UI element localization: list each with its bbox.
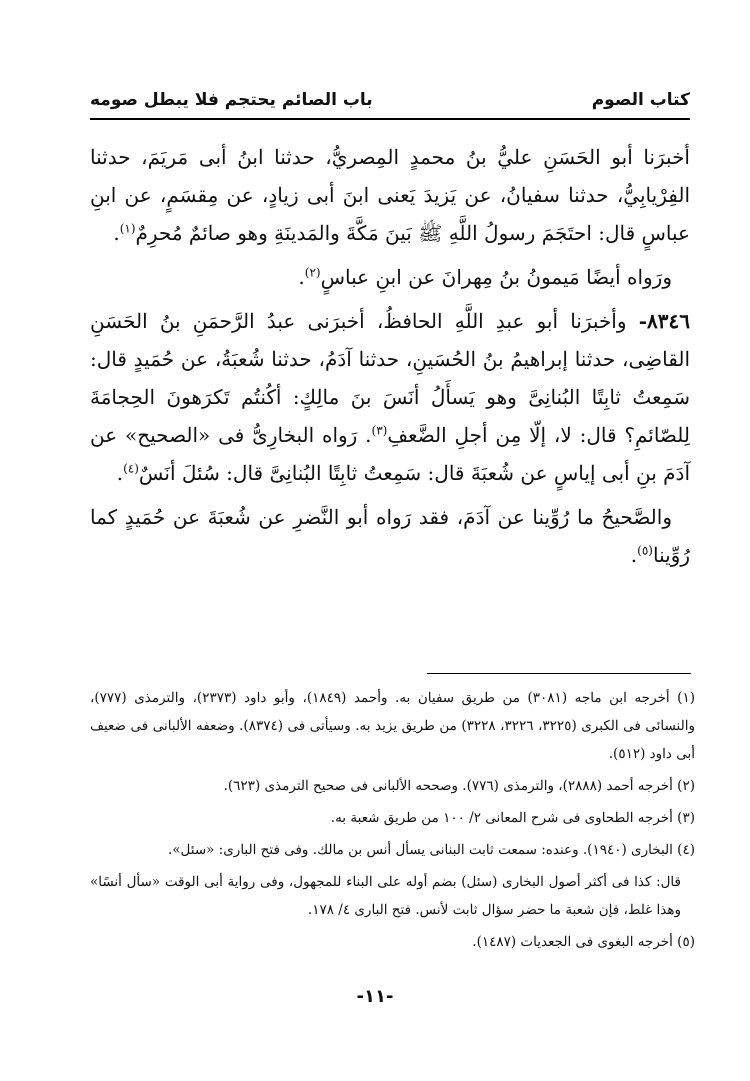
footnote-ref-1[interactable]: (١) (119, 221, 136, 236)
footnotes (90, 684, 695, 960)
hadith-number: ٨٣٤٦- (638, 309, 691, 333)
main-text (90, 138, 690, 580)
footnote-ref-3[interactable]: (٣) (371, 423, 388, 438)
header-rule (90, 118, 690, 120)
paragraph-4-end: . (630, 543, 638, 567)
hadith-8346 (90, 302, 690, 492)
footnote-4: (٤) البخارى (١٩٤٠). وعنده: سمعت ثابت البنانى يسأل أنس بن مالك. وفى فتح البارى: «سئل». (167, 842, 695, 858)
paragraph-1-end: . (113, 221, 120, 245)
paragraph-1-text: أخبرَنا أبو الحَسَنِ عليُّ بنُ محمدٍ المِصريُّ، حدثنا ابنُ أبى مَريَمَ، حدثنا الفِرْيابِيُّ، حدثنا سفيانُ، عن يَزيدَ يَعنى ابنَ أبى زيادٍ، عن مِقسَمٍ، عن ابنِ عباسٍ قال: احتَجَمَ رسولُ اللَّهِ ﷺ بَينَ مَكَّةَ والمَدينَةِ وهو صائمٌ مُحرِمٌ (90, 145, 690, 245)
running-header (90, 82, 690, 118)
footnote-ref-2[interactable]: (٢) (304, 265, 321, 280)
footnote-2: (٢) أخرجه أحمد (٢٨٨٨)، والترمذى (٧٧٦). وصححه الألبانى فى صحيح الترمذى (٦٢٣). (223, 778, 695, 794)
chapter-title: باب الصائم يحتجم فلا يبطل صومه (90, 90, 373, 110)
footnote-4-continuation: قال: كذا فى أكثر أصول البخارى (سئل) بضم أوله على البناء للمجهول، وفى رواية أبى الوقت «سأل أنسًا» وهذا غلط، فإن شعبة ما حضر سؤال ثابت لأنس. فتح البارى ٤/ ١٧٨. (90, 874, 681, 918)
paragraph-2 (90, 258, 690, 296)
paragraph-2-text: ورَواه أيضًا مَيمونُ بنُ مِهرانَ عن ابنِ عباسٍ (320, 265, 672, 289)
paragraph-2-end: . (298, 265, 305, 289)
footnote-5: (٥) أخرجه البغوى فى الجعديات (١٤٨٧). (472, 934, 695, 950)
footnote-3: (٣) أخرجه الطحاوى فى شرح المعانى ٢/ ١٠٠ من طريق شعبة به. (330, 810, 695, 826)
footnote-ref-4[interactable]: (٤) (123, 461, 139, 476)
paragraph-4 (90, 498, 690, 574)
paragraph-4-text: والصَّحيحُ ما رُوِّينا عن آدَمَ، فقد رَواه أبو النَّضرِ عن شُعبَةَ عن حُمَيدٍ كما رُوِّينا (90, 505, 690, 567)
footnote-1: (١) أخرجه ابن ماجه (٣٠٨١) من طريق سفيان به. وأحمد (١٨٤٩)، وأبو داود (٢٣٧٣)، والترمذى (٧٧٧)، والنسائى فى الكبرى (٣٢٢٥، ٣٢٢٦، ٣٢٢٨) من طريق يزيد به. وسيأتى فى (٨٣٧٤). وضعفه الألبانى فى ضعيف أبى داود (٥١٢). (90, 690, 695, 762)
hadith-text-a: وأخبرَنا أبو عبدِ اللَّهِ الحافظُ، أخبرَنى عبدُ الرَّحمَنِ بنُ الحَسَنِ القاضِى، حدثنا إبراهيمُ بنُ الحُسَينِ، حدثنا آدَمُ، حدثنا شُعبَةُ، عن حُمَيدٍ قال: سَمِعتُ ثابِتًا البُنانِىَّ وهو يَسأَلُ أنَسَ بنَ مالِكٍ: أكُنتُم تَكرَهونَ الحِجامَةَ لِلصّائمِ؟ قال: لا، إلّا مِن أجلِ الضَّعفِ (90, 309, 690, 447)
footnote-rule (427, 673, 691, 674)
footnote-ref-5[interactable]: (٥) (637, 543, 653, 558)
page-number: -١١- (356, 986, 394, 1007)
hadith-text-b: . رَواه البخارِىُّ فى «الصحيح» عن آدَمَ بنِ أبى إياسٍ عن شُعبَةَ قال: سَمِعتُ ثابِتًا البُنانِىَّ قال: سُئلَ أنَسٌ (90, 423, 690, 485)
hadith-end: . (116, 461, 124, 485)
paragraph-1 (90, 138, 690, 252)
book-title: كتاب الصوم (591, 90, 690, 110)
